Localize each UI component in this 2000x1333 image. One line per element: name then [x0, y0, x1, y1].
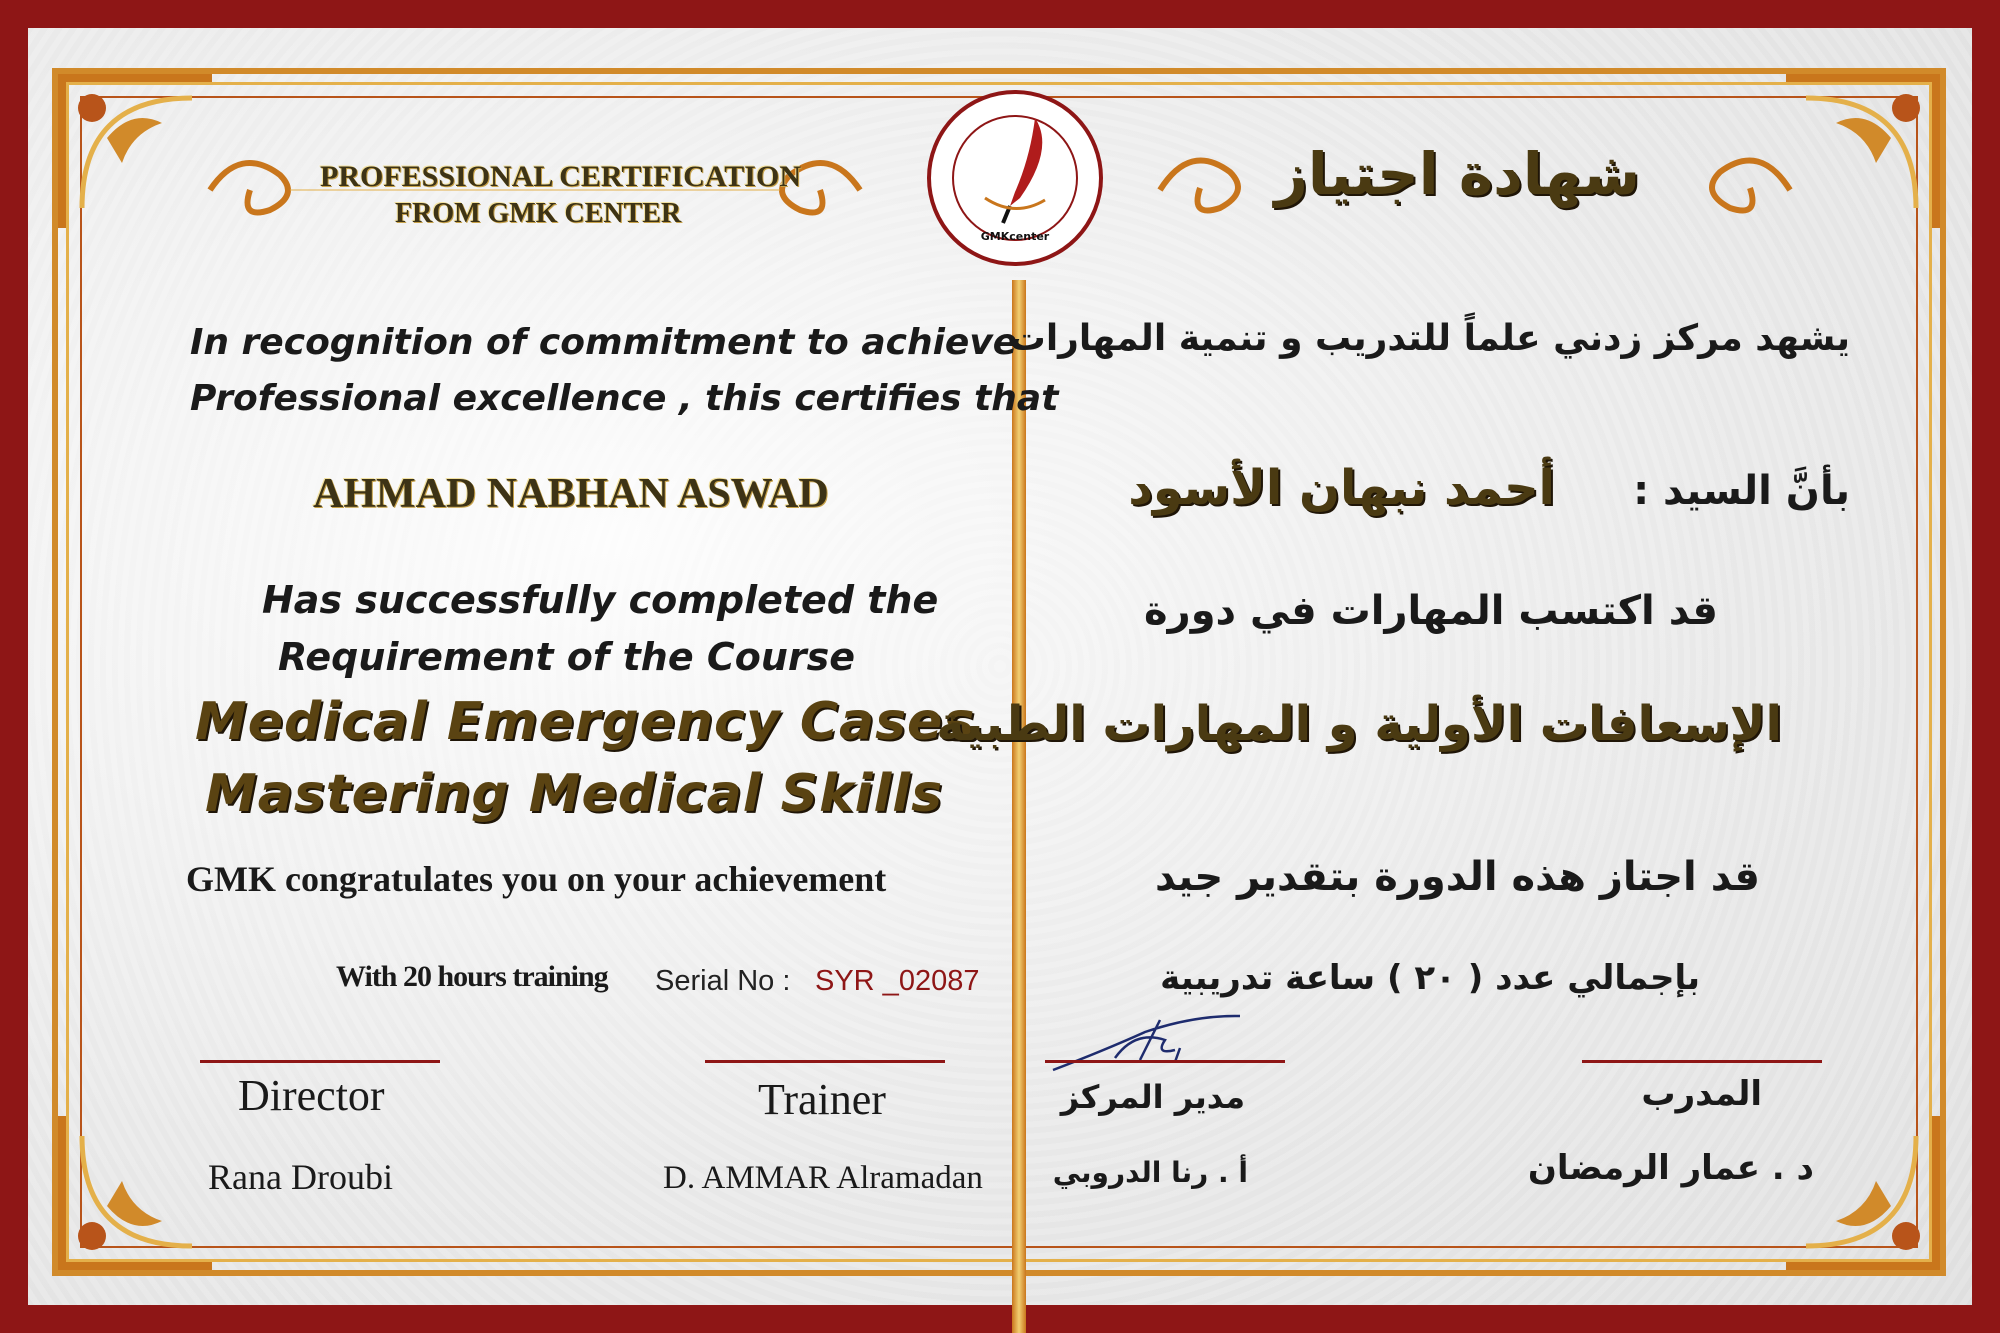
trainer-label: Trainer [758, 1075, 886, 1124]
recipient-name-arabic: أحمد نبهان الأسود [1128, 460, 1555, 516]
trainer-label-arabic: المدرب [1641, 1074, 1762, 1114]
seal-center-text: GMKcenter [980, 230, 1050, 243]
congratulations-text: GMK congratulates you on your achievement [186, 859, 887, 899]
header-line-2: FROM GMK CENTER [395, 198, 682, 229]
certificate-title-arabic: شهادة اجتياز [1274, 140, 1640, 208]
director-signature [1045, 1010, 1255, 1080]
completed-line-1: Has successfully completed the [262, 578, 939, 622]
training-hours-arabic: بإجمالي عدد ( ٢٠ ) ساعة تدريبية [1160, 958, 1700, 998]
course-line-2: Mastering Medical Skills [205, 764, 944, 824]
center-divider [1012, 280, 1026, 1333]
intro-arabic: يشهد مركز زدني علماً للتدريب و تنمية المهارات [1009, 318, 1850, 359]
course-name-arabic: الإسعافات الأولية و المهارات الطبية [936, 696, 1782, 752]
recipient-name-english: AHMAD NABHAN ASWAD [313, 471, 829, 517]
serial-number-value: SYR _02087 [815, 965, 980, 997]
corner-ornament-bottom-right [1776, 1106, 1946, 1276]
header-line-1: PROFESSIONAL CERTIFICATION [320, 160, 801, 193]
director-arabic-signature-line [1045, 1060, 1285, 1063]
trainer-name: D. AMMAR Alramadan [663, 1160, 983, 1196]
director-name: Rana Droubi [208, 1157, 393, 1197]
director-label-arabic: مدير المركز [1060, 1078, 1245, 1116]
recognition-line-1: In recognition of commitment to achieve [190, 322, 1018, 363]
acquired-skills-arabic: قد اكتسب المهارات في دورة [1144, 588, 1718, 634]
corner-ornament-top-right [1776, 68, 1946, 238]
trainer-name-arabic: د . عمار الرمضان [1527, 1148, 1814, 1188]
training-hours-english: With 20 hours training [336, 960, 608, 993]
trainer-arabic-signature-line [1582, 1060, 1822, 1063]
serial-number-label: Serial No : [655, 965, 791, 997]
director-signature-line [200, 1060, 440, 1063]
corner-ornament-top-left [52, 68, 222, 238]
course-line-1: Medical Emergency Cases [195, 692, 976, 752]
completed-line-2: Requirement of the Course [278, 635, 856, 679]
director-name-arabic: أ . رنا الدروبي [1052, 1156, 1248, 1189]
gmk-seal-logo [925, 88, 1105, 268]
trainer-signature-line [705, 1060, 945, 1063]
director-label: Director [238, 1071, 385, 1120]
mr-label-arabic: بأنَّ السيد : [1633, 468, 1850, 514]
recognition-line-2: Professional excellence , this certifies that [190, 378, 1059, 419]
passed-course-arabic: قد اجتاز هذه الدورة بتقدير جيد [1154, 854, 1760, 900]
corner-ornament-bottom-left [52, 1106, 222, 1276]
